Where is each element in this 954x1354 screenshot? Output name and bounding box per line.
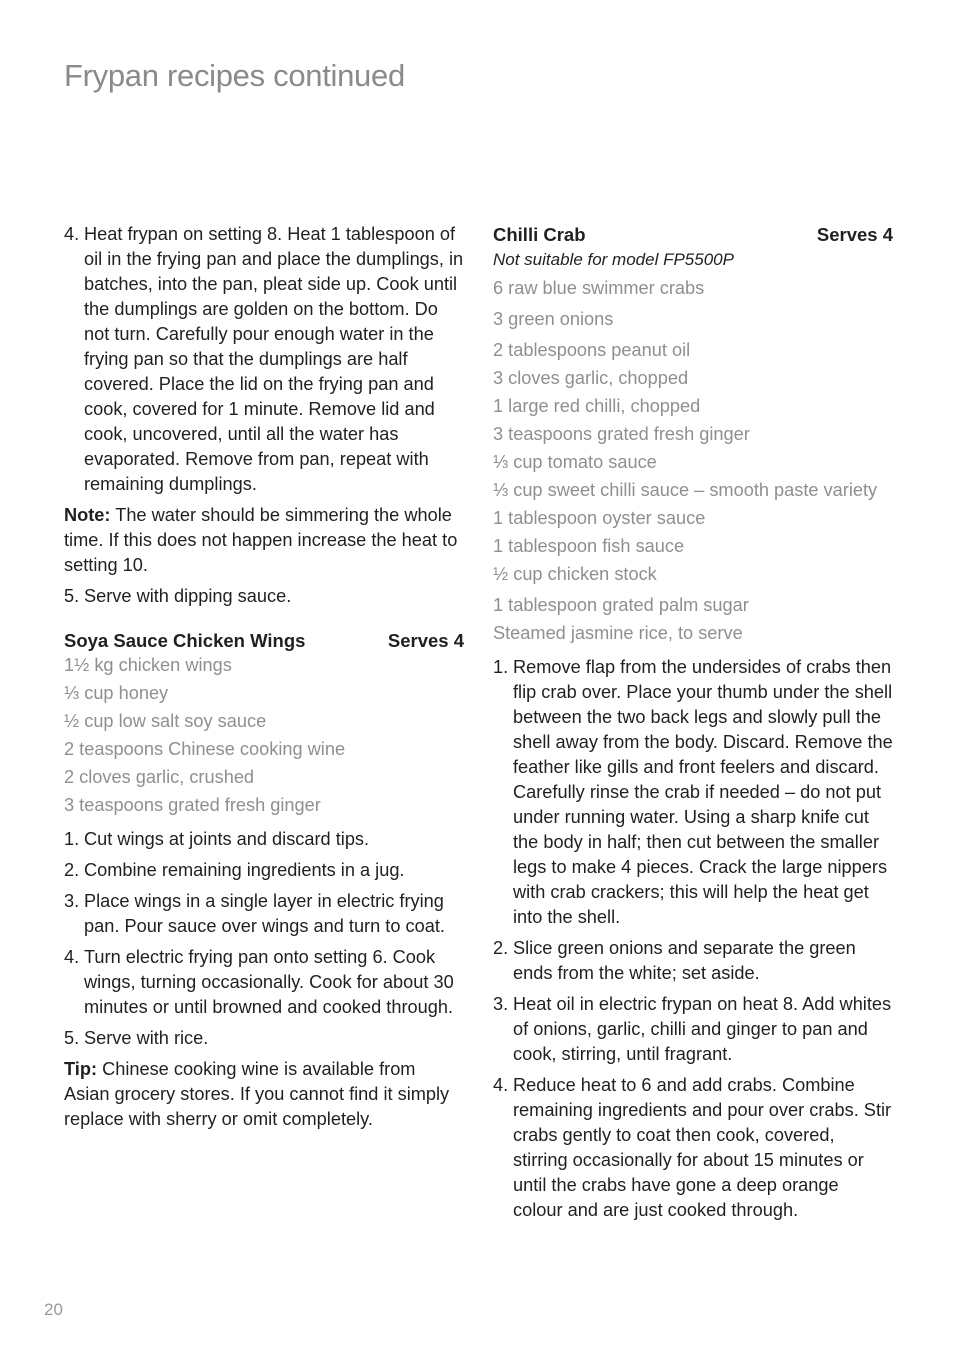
ingredient-item: ½ cup low salt soy sauce xyxy=(64,711,267,731)
ingredient-item: ½ cup chicken stock xyxy=(493,564,657,584)
step-text: Combine remaining ingredients in a jug. xyxy=(84,860,405,880)
step-number: 4. xyxy=(64,947,80,967)
ingredient-item: 3 green onions xyxy=(493,309,614,329)
ingredient-item: 3 teaspoons grated fresh ginger xyxy=(493,424,750,444)
ingredient-item: 6 raw blue swimmer crabs xyxy=(493,278,705,298)
ingredient-item: 1½ kg chicken wings xyxy=(64,655,232,675)
step-text: Slice green onions and separate the green ends from the white; set aside. xyxy=(513,938,856,983)
page-title: Frypan recipes continued xyxy=(64,58,405,93)
step-text: Serve with dipping sauce. xyxy=(84,586,292,606)
ingredient-item: 3 teaspoons grated fresh ginger xyxy=(64,795,321,815)
step-text: Heat oil in electric frypan on heat 8. Add whites of onions, garlic, chilli and ginger to pan and cook, stirring, until fragrant. xyxy=(513,994,892,1064)
ingredient-item: 2 cloves garlic, crushed xyxy=(64,767,255,787)
step-number: 4. xyxy=(493,1075,509,1095)
tip-label: Tip: xyxy=(64,1059,98,1079)
method-chilli-crab xyxy=(493,655,893,1223)
ingredient-item: 1 large red chilli, chopped xyxy=(493,396,701,416)
step-number: 4. xyxy=(64,224,80,244)
method-step xyxy=(64,945,464,1020)
recipe-heading-chicken-wings xyxy=(64,628,464,653)
step-number: 1. xyxy=(64,829,80,849)
ingredient-item: Steamed jasmine rice, to serve xyxy=(493,623,743,643)
method-chicken-wings xyxy=(64,827,464,1051)
recipe-serves: Serves 4 xyxy=(387,630,464,651)
method-step xyxy=(64,827,464,852)
step-number: 3. xyxy=(493,994,509,1014)
ingredient-item: ⅓ cup honey xyxy=(64,683,169,703)
dumpling-step-5 xyxy=(64,584,464,609)
recipe-title: Soya Sauce Chicken Wings xyxy=(64,630,306,651)
note-paragraph xyxy=(64,503,464,578)
step-number: 2. xyxy=(493,938,509,958)
step-text: Remove flap from the undersides of crabs then flip crab over. Place your thumb under the shell between the two back legs and slowly pull the shell away from the body. Discard. Remove the feather like gills and front feelers and discard. Carefully rinse the crab if needed – do not put under running water. Using a sharp knife cut the body in half; then cut between the smaller legs to make 4 pieces. Crack the large nippers with crab crackers; this will help the heat get into the shell. xyxy=(513,657,893,927)
method-step xyxy=(64,858,464,883)
step-number: 5. xyxy=(64,1028,80,1048)
step-text: Heat frypan on setting 8. Heat 1 tablespoon of oil in the frying pan and place the dumplings, in batches, into the pan, pleat side up. Cook until the dumplings are golden on the bottom. Do not turn. Carefully pour enough water in the frying pan so that the dumplings are half covered. Place the lid on the frying pan and cook, covered for 1 minute. Remove lid and cook, uncovered, until all the water has evaporated. Remove from pan, repeat with remaining dumplings. xyxy=(84,224,464,494)
step-text: Turn electric frying pan onto setting 6. Cook wings, turning occasionally. Cook for about 30 minutes or until browned and cooked through. xyxy=(84,947,454,1017)
left-column xyxy=(64,222,464,1138)
method-step xyxy=(493,655,893,930)
right-column xyxy=(493,222,893,1229)
recipe-title: Chilli Crab xyxy=(493,224,586,245)
recipe-serves: Serves 4 xyxy=(816,224,893,245)
step-text: Reduce heat to 6 and add crabs. Combine remaining ingredients and pour over crabs. Stir crabs gently to coat then cook, covered, stirring occasionally for about 15 minutes or until the crabs have gone a deep orange colour and are just cooked through. xyxy=(513,1075,892,1220)
step-text: Cut wings at joints and discard tips. xyxy=(84,829,370,849)
step-number: 2. xyxy=(64,860,80,880)
recipe-heading-chilli-crab xyxy=(493,222,893,247)
step-number: 5. xyxy=(64,586,80,606)
ingredient-item: 2 tablespoons peanut oil xyxy=(493,340,691,360)
step-text: Serve with rice. xyxy=(84,1028,209,1048)
ingredient-list-chilli-crab xyxy=(493,276,893,646)
method-step xyxy=(493,992,893,1067)
ingredient-item: 2 teaspoons Chinese cooking wine xyxy=(64,739,346,759)
method-step xyxy=(493,936,893,986)
method-step xyxy=(493,1073,893,1223)
note-text: The water should be simmering the whole time. If this does not happen increase the heat to setting 10. xyxy=(64,505,458,575)
model-note: Not suitable for model FP5500P xyxy=(493,250,734,269)
dumpling-step-4 xyxy=(64,222,464,497)
ingredient-item: 1 tablespoon grated palm sugar xyxy=(493,595,749,615)
tip-text: Chinese cooking wine is available from Asian grocery stores. If you cannot find it simply replace with sherry or omit completely. xyxy=(64,1059,450,1129)
ingredient-item: ⅓ cup sweet chilli sauce – smooth paste variety xyxy=(493,480,878,500)
step-number: 1. xyxy=(493,657,509,677)
page-number: 20 xyxy=(44,1300,63,1319)
ingredient-item: 3 cloves garlic, chopped xyxy=(493,368,689,388)
note-label: Note: xyxy=(64,505,111,525)
ingredient-item: ⅓ cup tomato sauce xyxy=(493,452,657,472)
tip-paragraph xyxy=(64,1057,464,1132)
method-step xyxy=(64,889,464,939)
ingredient-list-chicken-wings xyxy=(64,653,464,818)
step-number: 3. xyxy=(64,891,80,911)
method-step xyxy=(64,1026,464,1051)
ingredient-item: 1 tablespoon fish sauce xyxy=(493,536,685,556)
ingredient-item: 1 tablespoon oyster sauce xyxy=(493,508,706,528)
step-text: Place wings in a single layer in electric frying pan. Pour sauce over wings and turn to coat. xyxy=(84,891,445,936)
